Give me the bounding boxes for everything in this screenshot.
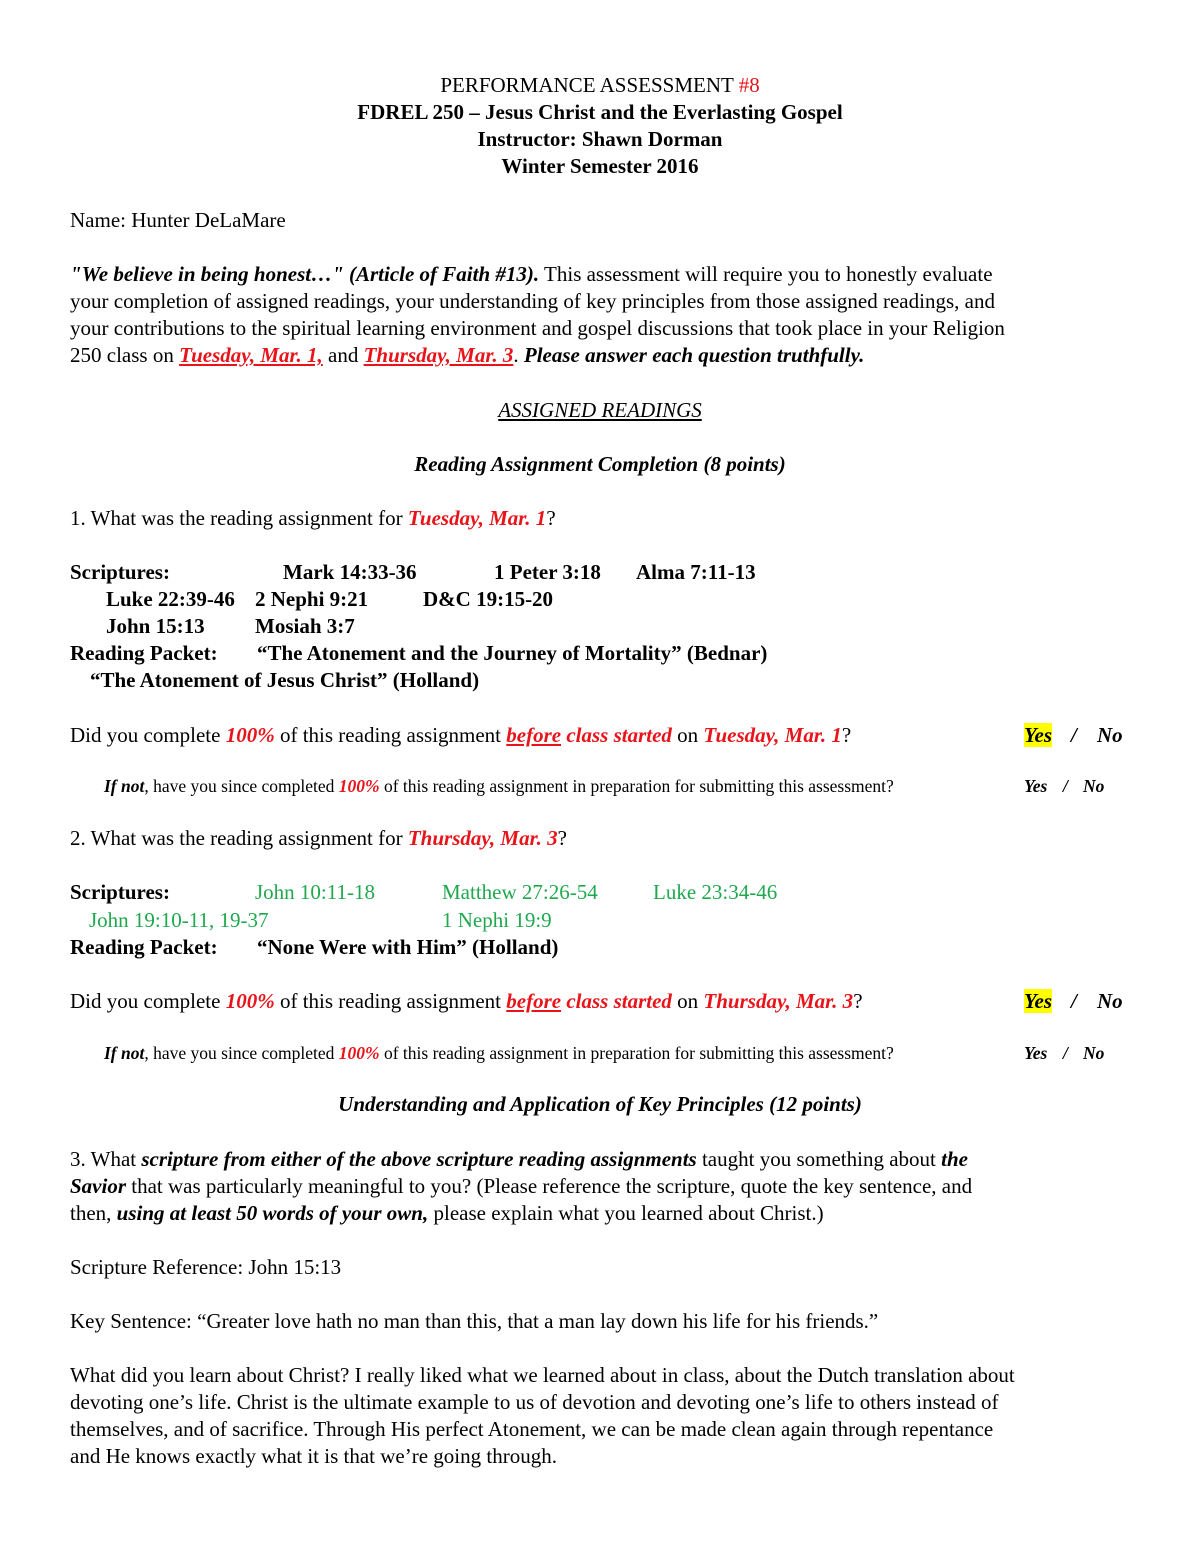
q1-no-option[interactable]: No: [1097, 723, 1123, 747]
question-3-line-3: then, using at least 50 words of your own, please explain what you learned about Christ.): [70, 1201, 824, 1225]
q1-packet-label: Reading Packet:: [70, 641, 218, 665]
question-3-line-1: 3. What scripture from either of the above scripture reading assignments taught you something about the: [70, 1147, 968, 1171]
q2-scriptures-label: Scriptures:: [70, 880, 170, 904]
intro-date-1: Tuesday, Mar. 1,: [179, 343, 323, 367]
answer-line[interactable]: and He knows exactly what it is that we’re going through.: [70, 1444, 557, 1468]
semester-line: Winter Semester 2016: [501, 154, 699, 178]
intro-closing: Please answer each question truthfully.: [523, 343, 865, 367]
scripture-reference[interactable]: Scripture Reference: John 15:13: [70, 1255, 342, 1279]
q2-yes-option[interactable]: Yes: [1024, 989, 1052, 1013]
q1-ifnot-question: If not, have you since completed 100% of this reading assignment in preparation for submitting this assessment?: [104, 776, 894, 796]
question-2: 2. What was the reading assignment for Thursday, Mar. 3?: [70, 826, 567, 850]
intro-line-4: 250 class on Tuesday, Mar. 1, and Thursday, Mar. 3. Please answer each question truthfully.: [70, 343, 865, 367]
q1-ifnot-slash: /: [1063, 776, 1068, 796]
q1-scripture: 2 Nephi 9:21: [255, 587, 369, 611]
q2-scripture[interactable]: John 19:10-11, 19-37: [89, 908, 269, 932]
key-sentence[interactable]: Key Sentence: “Greater love hath no man than this, that a man lay down his life for his friends.”: [70, 1309, 879, 1333]
answer-line[interactable]: devoting one’s life. Christ is the ultimate example to us of devotion and devoting one’s life to others instead of: [70, 1390, 999, 1414]
q2-scripture[interactable]: John 10:11-18: [255, 880, 375, 904]
question-3-line-2: Savior that was particularly meaningful to you? (Please reference the scripture, quote the key sentence, and: [70, 1174, 973, 1198]
intro-line-1: "We believe in being honest…" (Article of Faith #13). This assessment will require you to honestly evaluate: [70, 262, 993, 286]
course-title: FDREL 250 – Jesus Christ and the Everlasting Gospel: [357, 100, 843, 124]
intro-line-3: your contributions to the spiritual learning environment and gospel discussions that took place in your Religion: [70, 316, 1005, 340]
q1-scripture: John 15:13: [106, 614, 205, 638]
q1-scripture: Mark 14:33-36: [283, 560, 417, 584]
instructor-line: Instructor: Shawn Dorman: [477, 127, 723, 151]
student-name-line: Name: Hunter DeLaMare: [70, 208, 286, 232]
q1-scripture: D&C 19:15-20: [423, 587, 554, 611]
q2-ifnot-question: If not, have you since completed 100% of this reading assignment in preparation for submitting this assessment?: [104, 1043, 894, 1063]
assessment-number: #8: [738, 73, 760, 97]
page-title: PERFORMANCE ASSESSMENT #8: [440, 73, 760, 97]
answer-line[interactable]: themselves, and of sacrifice. Through His perfect Atonement, we can be made clean again through repentance: [70, 1417, 994, 1441]
q1-packet-item: “The Atonement and the Journey of Mortality” (Bednar): [257, 641, 768, 665]
q2-ifnot-yes-option[interactable]: Yes: [1024, 1043, 1048, 1063]
q2-completion-question: Did you complete 100% of this reading assignment before class started on Thursday, Mar. 3?: [70, 989, 863, 1013]
student-name[interactable]: Hunter DeLaMare: [131, 208, 286, 232]
q1-scripture: 1 Peter 3:18: [494, 560, 601, 584]
q1-date: Tuesday, Mar. 1: [407, 506, 547, 530]
q1-completion-question: Did you complete 100% of this reading assignment before class started on Tuesday, Mar. 1?: [70, 723, 852, 747]
q2-no-option[interactable]: No: [1097, 989, 1123, 1013]
q1-yes-option[interactable]: Yes: [1024, 723, 1052, 747]
honesty-quote: "We believe in being honest…" (Article of Faith #13).: [70, 262, 540, 286]
answer-line[interactable]: What did you learn about Christ? I really liked what we learned about in class, about the Dutch translation about: [70, 1363, 1015, 1387]
q1-ifnot-no-option[interactable]: No: [1083, 776, 1105, 796]
question-1: 1. What was the reading assignment for Tuesday, Mar. 1?: [70, 506, 556, 530]
q1-scripture: Alma 7:11-13: [636, 560, 756, 584]
q1-scripture: Luke 22:39-46: [106, 587, 235, 611]
q2-ifnot-slash: /: [1063, 1043, 1068, 1063]
q2-packet-label: Reading Packet:: [70, 935, 218, 959]
section-title: ASSIGNED READINGS: [498, 398, 702, 422]
q1-packet-item: “The Atonement of Jesus Christ” (Holland): [90, 668, 480, 692]
reading-completion-title: Reading Assignment Completion (8 points): [414, 452, 786, 476]
q2-slash: /: [1071, 989, 1077, 1013]
q2-ifnot-no-option[interactable]: No: [1083, 1043, 1105, 1063]
q2-scripture[interactable]: 1 Nephi 19:9: [442, 908, 552, 932]
intro-date-2: Thursday, Mar. 3: [363, 343, 514, 367]
q2-date: Thursday, Mar. 3: [407, 826, 558, 850]
q2-packet-item: “None Were with Him” (Holland): [257, 935, 559, 959]
q1-ifnot-yes-option[interactable]: Yes: [1024, 776, 1048, 796]
q2-scripture[interactable]: Luke 23:34-46: [653, 880, 778, 904]
principles-title: Understanding and Application of Key Principles (12 points): [338, 1092, 862, 1116]
intro-line-2: your completion of assigned readings, your understanding of key principles from those assigned readings, and: [70, 289, 995, 313]
q1-slash: /: [1071, 723, 1077, 747]
q2-scripture[interactable]: Matthew 27:26-54: [442, 880, 598, 904]
q1-scriptures-label: Scriptures:: [70, 560, 170, 584]
q1-scripture: Mosiah 3:7: [255, 614, 355, 638]
